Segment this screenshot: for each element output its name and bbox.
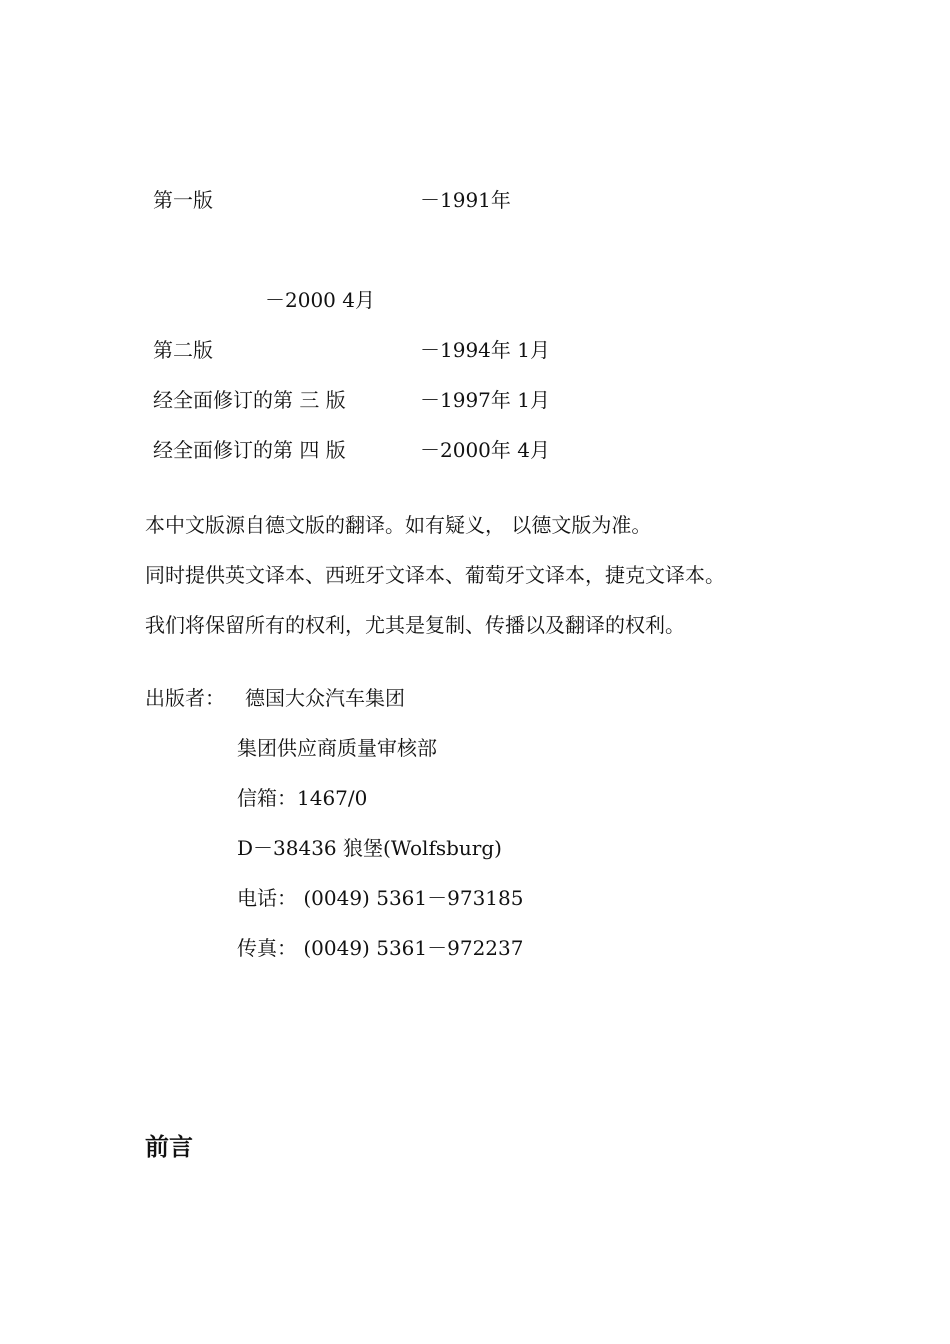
edition-4-label: 经全面修订的第 四 版 bbox=[153, 438, 346, 462]
edition-1-label: 第一版 bbox=[153, 188, 213, 212]
edition-extra-date: －2000 4月 bbox=[265, 288, 375, 312]
publisher-department: 集团供应商质量审核部 bbox=[237, 736, 437, 760]
publisher-phone: 电话： (0049) 5361－973185 bbox=[237, 886, 524, 910]
note-translation-source: 本中文版源自德文版的翻译。如有疑义， 以德文版为准。 bbox=[145, 513, 652, 537]
publisher-label: 出版者： bbox=[145, 686, 225, 710]
edition-3-date: －1997年 1月 bbox=[420, 388, 550, 412]
edition-3-label: 经全面修订的第 三 版 bbox=[153, 388, 346, 412]
publisher-postal-address: D－38436 狼堡(Wolfsburg) bbox=[237, 836, 502, 860]
note-rights-reserved: 我们将保留所有的权利，尤其是复制、传播以及翻译的权利。 bbox=[145, 613, 685, 637]
note-other-translations: 同时提供英文译本、西班牙文译本、葡萄牙文译本，捷克文译本。 bbox=[145, 563, 725, 587]
publisher-fax: 传真： (0049) 5361－972237 bbox=[237, 936, 524, 960]
edition-4-date: －2000年 4月 bbox=[420, 438, 550, 462]
section-heading-preface: 前言 bbox=[145, 1133, 193, 1161]
publisher-mailbox: 信箱：1467/0 bbox=[237, 786, 368, 810]
edition-2-date: －1994年 1月 bbox=[420, 338, 550, 362]
publisher-name: 德国大众汽车集团 bbox=[245, 686, 405, 710]
edition-2-label: 第二版 bbox=[153, 338, 213, 362]
edition-1-date: －1991年 bbox=[420, 188, 511, 212]
